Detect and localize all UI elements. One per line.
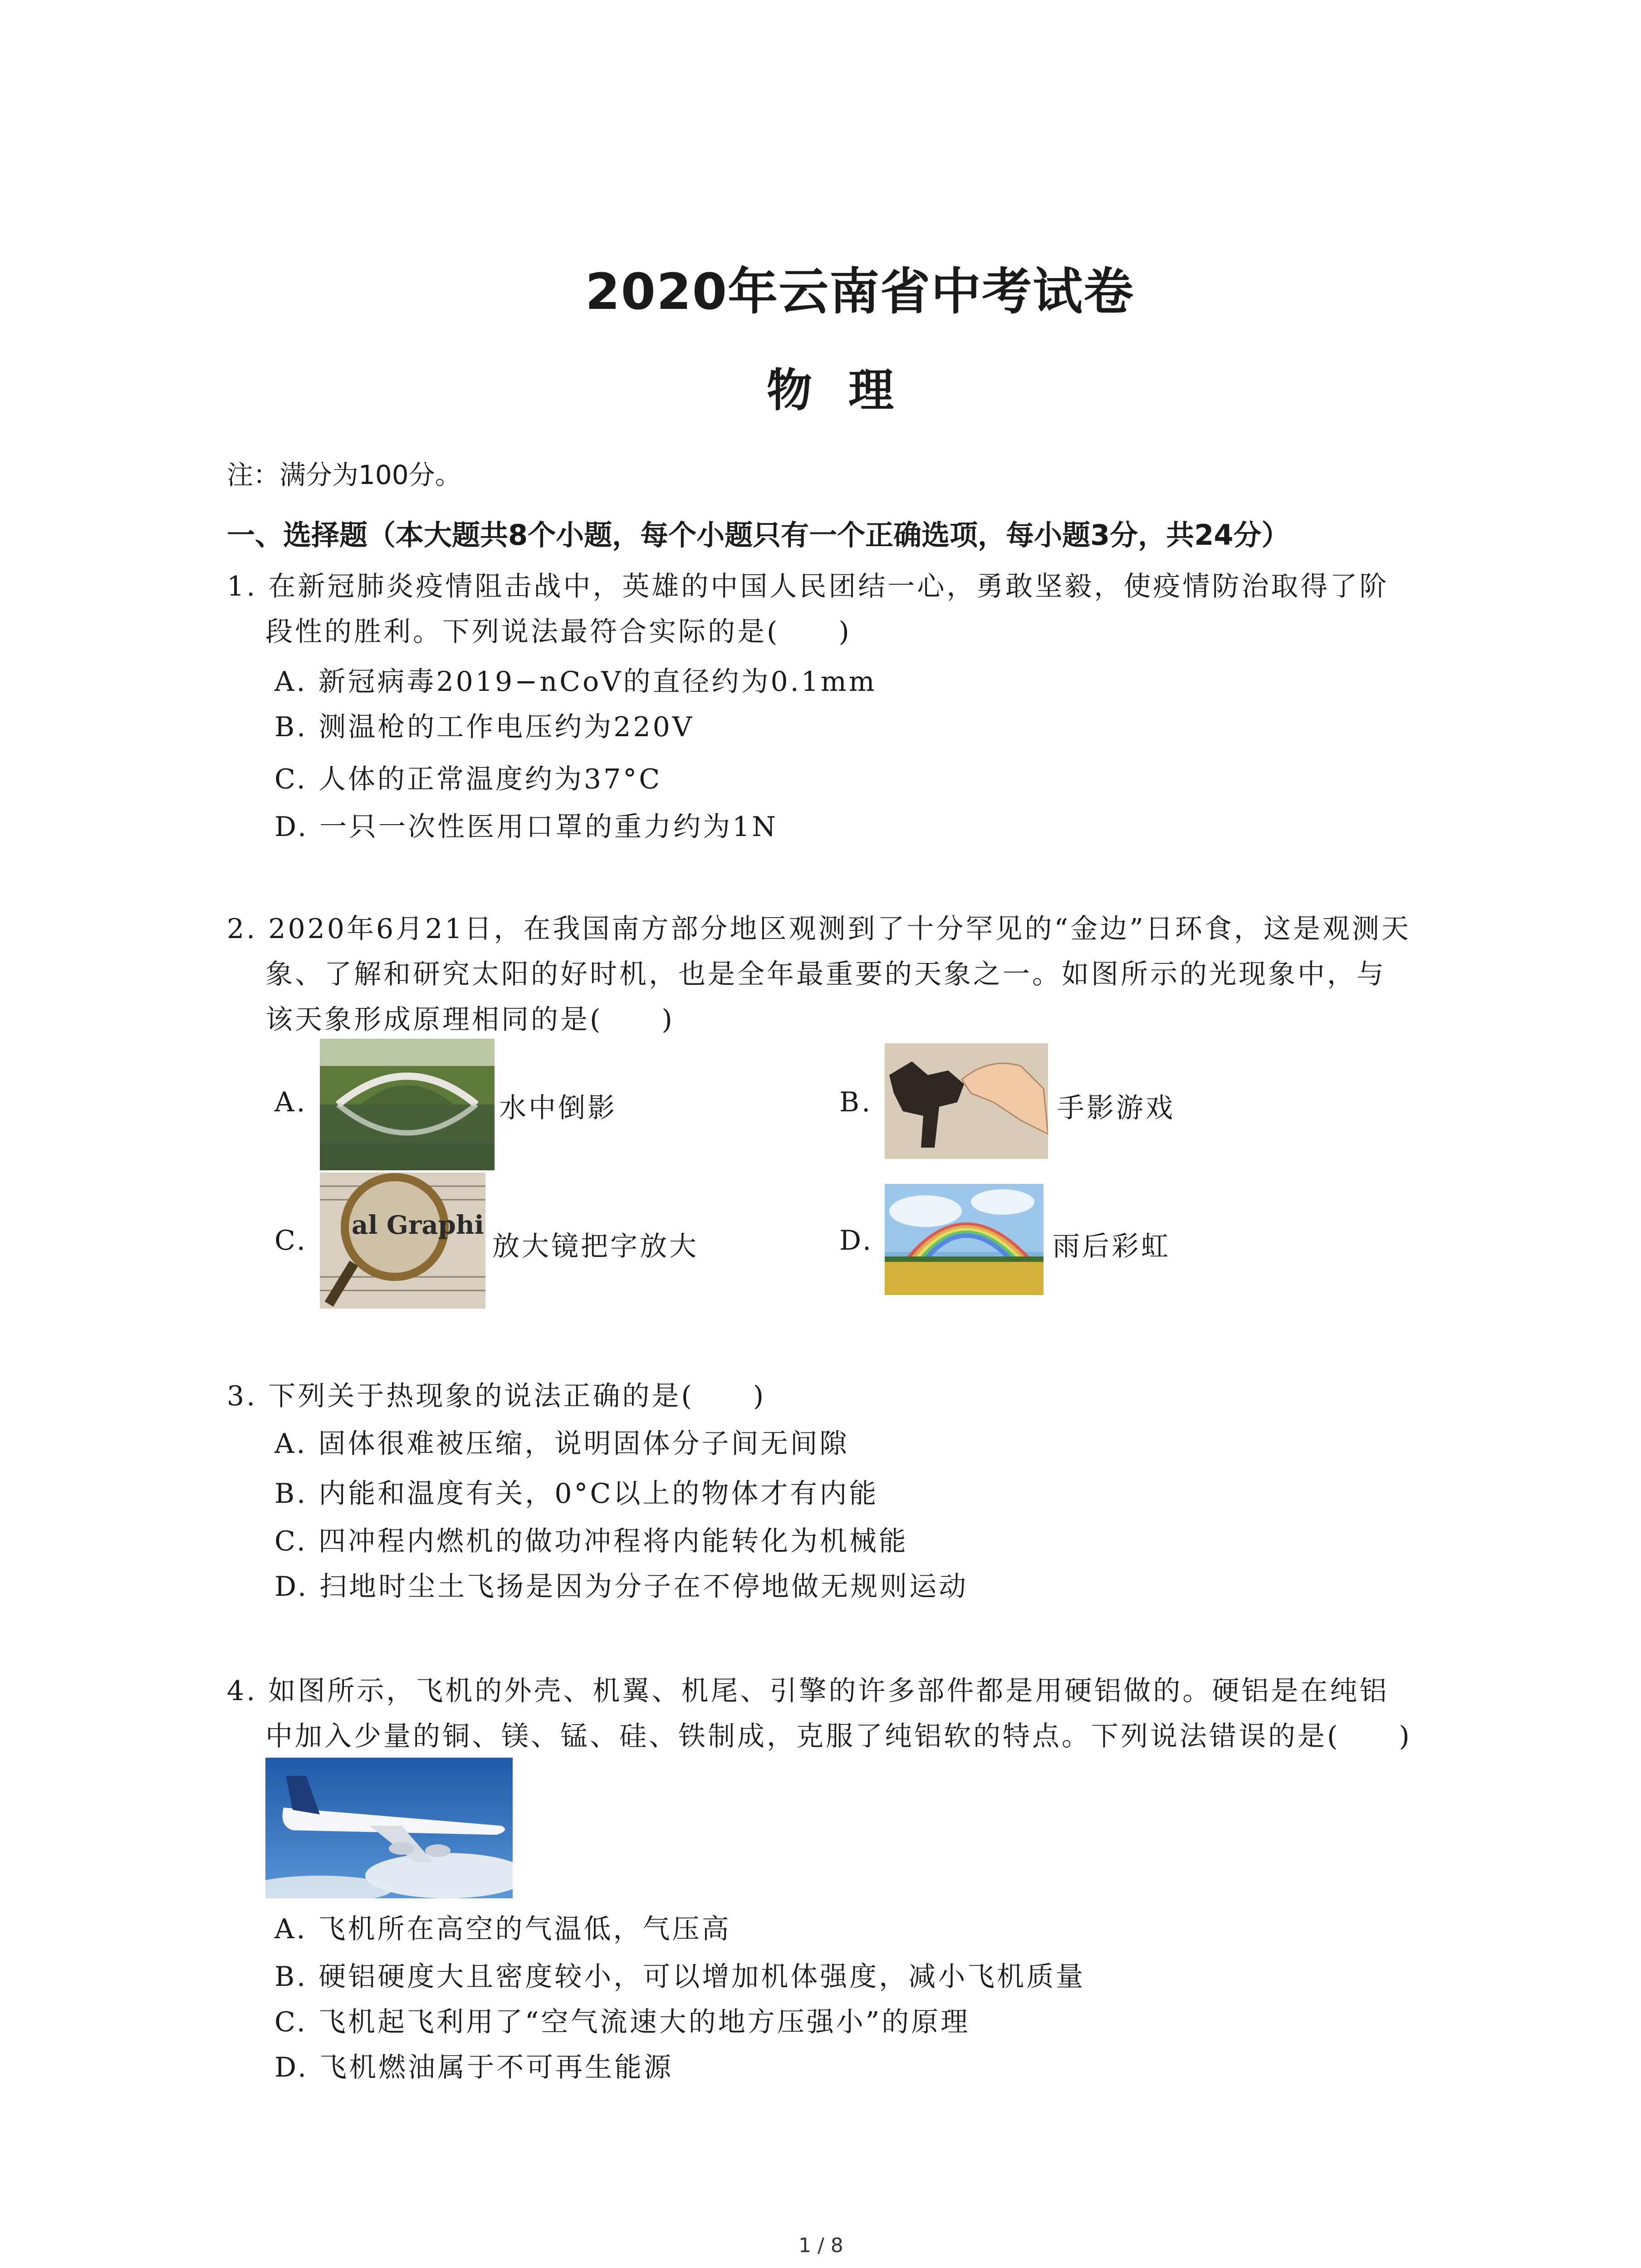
question-4-option-d: D. 飞机燃油属于不可再生能源 — [274, 2052, 674, 2083]
question-3-option-a: A. 固体很难被压缩，说明固体分子间无间隙 — [274, 1428, 849, 1460]
question-3-option-b: B. 内能和温度有关，0°C以上的物体才有内能 — [274, 1478, 879, 1510]
question-1-option-d: D. 一只一次性医用口罩的重力约为1N — [274, 811, 778, 843]
question-1-option-a: A. 新冠病毒2019−nCoV的直径约为0.1mm — [274, 666, 877, 698]
hand-shadow-image — [885, 1043, 1048, 1159]
question-2-line-1: 2. 2020年6月21日，在我国南方部分地区观测到了十分罕见的“金边”日环食，这是观测天 — [227, 913, 1411, 945]
question-2-option-b-letter: B. — [839, 1086, 873, 1118]
question-2-option-c-letter: C. — [274, 1225, 308, 1256]
question-2-line-3: 该天象形成原理相同的是( ) — [265, 1004, 675, 1036]
question-1-option-c: C. 人体的正常温度约为37°C — [274, 763, 662, 795]
question-2-option-a-caption: 水中倒影 — [499, 1092, 617, 1124]
exam-title: 2020年云南省中考试卷 — [585, 263, 1135, 321]
rainbow-image — [885, 1184, 1043, 1295]
question-2-option-b-caption: 手影游戏 — [1057, 1092, 1175, 1124]
question-4-line-1: 4. 如图所示，飞机的外壳、机翼、机尾、引擎的许多部件都是用硬铝做的。硬铝是在纯铝 — [227, 1675, 1389, 1707]
question-1-option-b: B. 测温枪的工作电压约为220V — [274, 711, 695, 743]
question-2-option-d-letter: D. — [839, 1225, 874, 1256]
question-2-option-d-caption: 雨后彩虹 — [1053, 1231, 1171, 1262]
question-2-option-c-caption: 放大镜把字放大 — [492, 1231, 699, 1262]
section-heading: 一、选择题（本大题共8个小题，每个小题只有一个正确选项，每小题3分，共24分） — [227, 518, 1290, 552]
question-4-option-c: C. 飞机起飞利用了“空气流速大的地方压强小”的原理 — [274, 2006, 970, 2038]
airplane-image — [265, 1758, 513, 1898]
question-2-option-a-letter: A. — [274, 1086, 308, 1118]
question-3-option-c: C. 四冲程内燃机的做功冲程将内能转化为机械能 — [274, 1525, 908, 1557]
question-1-line-1: 1. 在新冠肺炎疫情阻击战中，英雄的中国人民团结一心，勇敢坚毅，使疫情防治取得了阶 — [227, 571, 1389, 602]
question-3-option-d: D. 扫地时尘土飞扬是因为分子在不停地做无规则运动 — [274, 1571, 969, 1603]
question-1-line-2: 段性的胜利。下列说法最符合实际的是( ) — [265, 616, 852, 648]
magnifier-text: al Graphi — [352, 1210, 484, 1240]
score-note: 注：满分为100分。 — [227, 459, 461, 490]
subject-title: 物理 — [767, 364, 930, 417]
question-4-option-a: A. 飞机所在高空的气温低，气压高 — [274, 1913, 731, 1945]
bridge-reflection-image — [320, 1039, 495, 1170]
question-2-line-2: 象、了解和研究太阳的好时机，也是全年最重要的天象之一。如图所示的光现象中，与 — [265, 958, 1386, 990]
question-4-option-b: B. 硬铝硬度大且密度较小，可以增加机体强度，减小飞机质量 — [274, 1961, 1086, 1993]
question-4-line-2: 中加入少量的铜、镁、锰、硅、铁制成，克服了纯铝软的特点。下列说法错误的是( ) — [265, 1721, 1412, 1752]
page-number: 1 / 8 — [798, 2234, 843, 2257]
magnifier-image — [320, 1173, 485, 1309]
question-3-line-1: 3. 下列关于热现象的说法正确的是( ) — [227, 1380, 766, 1412]
